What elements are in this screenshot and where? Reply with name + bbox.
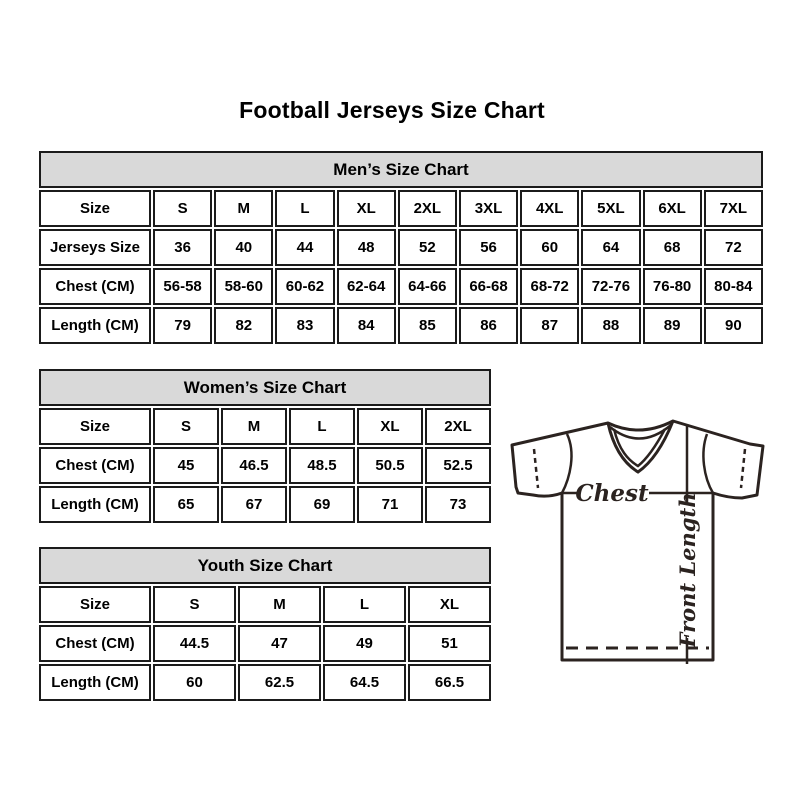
- size-value-cell: M: [221, 408, 287, 445]
- size-value-cell: 80-84: [704, 268, 763, 305]
- size-value-cell: 52: [398, 229, 457, 266]
- table-row: [39, 586, 491, 623]
- row-label: Size: [39, 190, 151, 227]
- size-value-cell: 36: [153, 229, 212, 266]
- size-value-cell: 69: [289, 486, 355, 523]
- row-label: Chest (CM): [39, 447, 151, 484]
- jersey-measurement-diagram: [498, 398, 776, 673]
- size-value-cell: 58-60: [214, 268, 273, 305]
- size-value-cell: S: [153, 408, 219, 445]
- size-value-cell: XL: [408, 586, 491, 623]
- size-value-cell: 51: [408, 625, 491, 662]
- size-value-cell: 62.5: [238, 664, 321, 701]
- size-value-cell: M: [214, 190, 273, 227]
- size-value-cell: 5XL: [581, 190, 640, 227]
- size-value-cell: 60-62: [275, 268, 334, 305]
- size-value-cell: 64-66: [398, 268, 457, 305]
- table-row: [39, 625, 491, 662]
- table-title-row: [39, 369, 491, 406]
- womens-size-table: [37, 367, 493, 525]
- size-value-cell: 68: [643, 229, 702, 266]
- row-label: Chest (CM): [39, 625, 151, 662]
- size-value-cell: 45: [153, 447, 219, 484]
- size-value-cell: 85: [398, 307, 457, 344]
- size-value-cell: 68-72: [520, 268, 579, 305]
- size-value-cell: 72: [704, 229, 763, 266]
- table-row: [39, 447, 491, 484]
- size-value-cell: 50.5: [357, 447, 423, 484]
- size-value-cell: 64: [581, 229, 640, 266]
- size-value-cell: XL: [357, 408, 423, 445]
- size-value-cell: 79: [153, 307, 212, 344]
- table-title-row: [39, 547, 491, 584]
- size-value-cell: 83: [275, 307, 334, 344]
- page-title: Football Jerseys Size Chart: [239, 97, 545, 123]
- size-value-cell: S: [153, 586, 236, 623]
- size-value-cell: 60: [153, 664, 236, 701]
- size-value-cell: 3XL: [459, 190, 518, 227]
- size-value-cell: 48: [337, 229, 396, 266]
- table-row: [39, 268, 763, 305]
- size-value-cell: 66-68: [459, 268, 518, 305]
- size-value-cell: 82: [214, 307, 273, 344]
- size-value-cell: S: [153, 190, 212, 227]
- table-row: [39, 229, 763, 266]
- size-value-cell: 86: [459, 307, 518, 344]
- size-value-cell: 46.5: [221, 447, 287, 484]
- row-label: Length (CM): [39, 664, 151, 701]
- size-value-cell: 66.5: [408, 664, 491, 701]
- size-value-cell: 7XL: [704, 190, 763, 227]
- size-value-cell: 47: [238, 625, 321, 662]
- size-value-cell: L: [323, 586, 406, 623]
- size-value-cell: 89: [643, 307, 702, 344]
- size-value-cell: 62-64: [337, 268, 396, 305]
- size-value-cell: 65: [153, 486, 219, 523]
- size-value-cell: 90: [704, 307, 763, 344]
- size-value-cell: 4XL: [520, 190, 579, 227]
- youth-size-table: [37, 545, 493, 703]
- size-value-cell: 64.5: [323, 664, 406, 701]
- table-row: [39, 486, 491, 523]
- size-value-cell: 2XL: [425, 408, 491, 445]
- row-label: Jerseys Size: [39, 229, 151, 266]
- size-value-cell: 67: [221, 486, 287, 523]
- jersey-outline: [512, 421, 763, 660]
- table-row: [39, 190, 763, 227]
- size-value-cell: L: [275, 190, 334, 227]
- row-label: Length (CM): [39, 307, 151, 344]
- size-value-cell: 2XL: [398, 190, 457, 227]
- table-title: Women’s Size Chart: [39, 369, 491, 406]
- table-row: [39, 307, 763, 344]
- row-label: Size: [39, 586, 151, 623]
- size-value-cell: 48.5: [289, 447, 355, 484]
- mens-size-table: [37, 149, 765, 346]
- size-value-cell: 73: [425, 486, 491, 523]
- size-value-cell: 6XL: [643, 190, 702, 227]
- table-row: [39, 408, 491, 445]
- size-value-cell: L: [289, 408, 355, 445]
- row-label: Chest (CM): [39, 268, 151, 305]
- size-value-cell: 71: [357, 486, 423, 523]
- size-value-cell: 84: [337, 307, 396, 344]
- size-value-cell: 56-58: [153, 268, 212, 305]
- row-label: Size: [39, 408, 151, 445]
- table-title-row: [39, 151, 763, 188]
- chest-label: Chest: [575, 480, 649, 507]
- size-value-cell: 60: [520, 229, 579, 266]
- table-title: Youth Size Chart: [39, 547, 491, 584]
- row-label: Length (CM): [39, 486, 151, 523]
- size-value-cell: 52.5: [425, 447, 491, 484]
- table-title: Men’s Size Chart: [39, 151, 763, 188]
- size-value-cell: 56: [459, 229, 518, 266]
- size-value-cell: 88: [581, 307, 640, 344]
- size-value-cell: M: [238, 586, 321, 623]
- size-value-cell: 72-76: [581, 268, 640, 305]
- size-value-cell: XL: [337, 190, 396, 227]
- size-value-cell: 87: [520, 307, 579, 344]
- front-length-label: Front Length: [675, 492, 700, 648]
- size-value-cell: 76-80: [643, 268, 702, 305]
- size-value-cell: 49: [323, 625, 406, 662]
- size-value-cell: 44.5: [153, 625, 236, 662]
- table-row: [39, 664, 491, 701]
- size-value-cell: 40: [214, 229, 273, 266]
- size-value-cell: 44: [275, 229, 334, 266]
